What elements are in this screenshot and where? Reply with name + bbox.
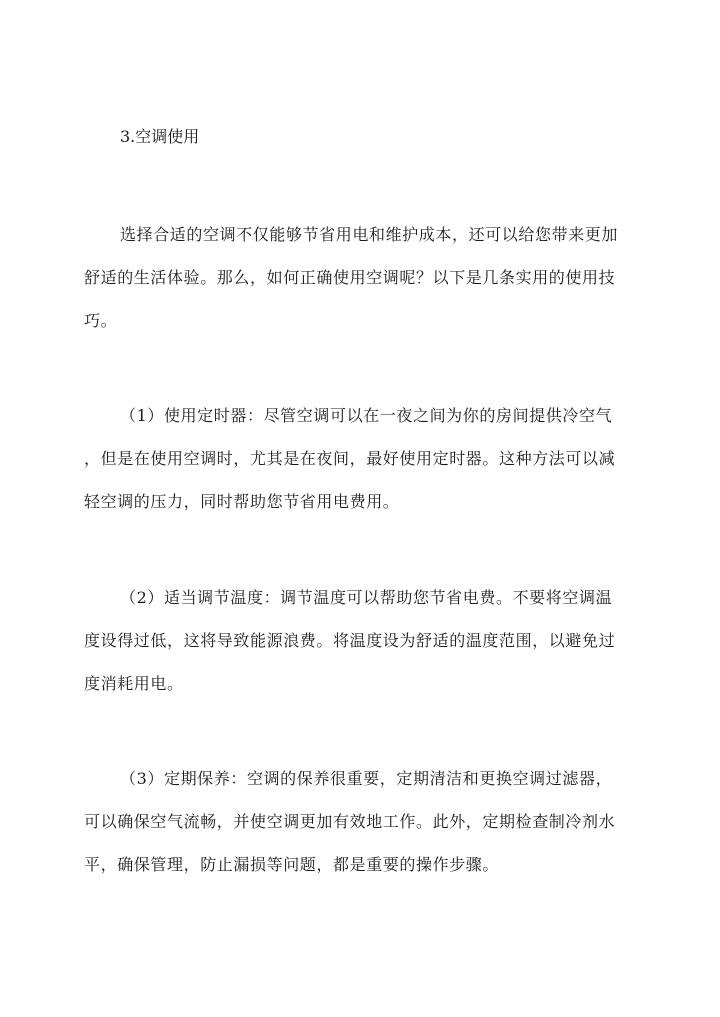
paragraph-line: 平，确保管理，防止漏损等问题，都是重要的操作步骤。: [84, 855, 500, 874]
paragraph-line: （3）定期保养：空调的保养很重要，定期清洁和更换空调过滤器，: [120, 769, 613, 788]
paragraph-line: 可以确保空气流畅，并使空调更加有效地工作。此外，定期检查制冷剂水: [84, 812, 616, 831]
paragraph-line: 舒适的生活体验。那么，如何正确使用空调呢？以下是几条实用的使用技: [84, 268, 616, 287]
section-heading: 3.空调使用: [120, 127, 200, 146]
paragraph-temperature-tip: [84, 576, 644, 705]
paragraph-line: 度消耗用电。: [84, 674, 184, 693]
paragraph-line: （2）适当调节温度：调节温度可以帮助您节省电费。不要将空调温: [120, 588, 613, 607]
paragraph-line: （1）使用定时器：尽管空调可以在一夜之间为你的房间提供冷空气: [120, 406, 613, 425]
paragraph-timer-tip: [84, 394, 644, 523]
paragraph-line: 度设得过低，这将导致能源浪费。将温度设为舒适的温度范围，以避免过: [84, 631, 616, 650]
paragraph-line: 轻空调的压力，同时帮助您节省用电费用。: [84, 492, 400, 511]
paragraph-line: 巧。: [84, 311, 118, 330]
paragraph-intro: [84, 213, 644, 342]
paragraph-line: 选择合适的空调不仅能够节省用电和维护成本，还可以给您带来更加: [120, 225, 619, 244]
paragraph-line: ，但是在使用空调时，尤其是在夜间，最好使用定时器。这种方法可以减: [84, 449, 616, 468]
paragraph-maintenance-tip: [84, 757, 644, 886]
